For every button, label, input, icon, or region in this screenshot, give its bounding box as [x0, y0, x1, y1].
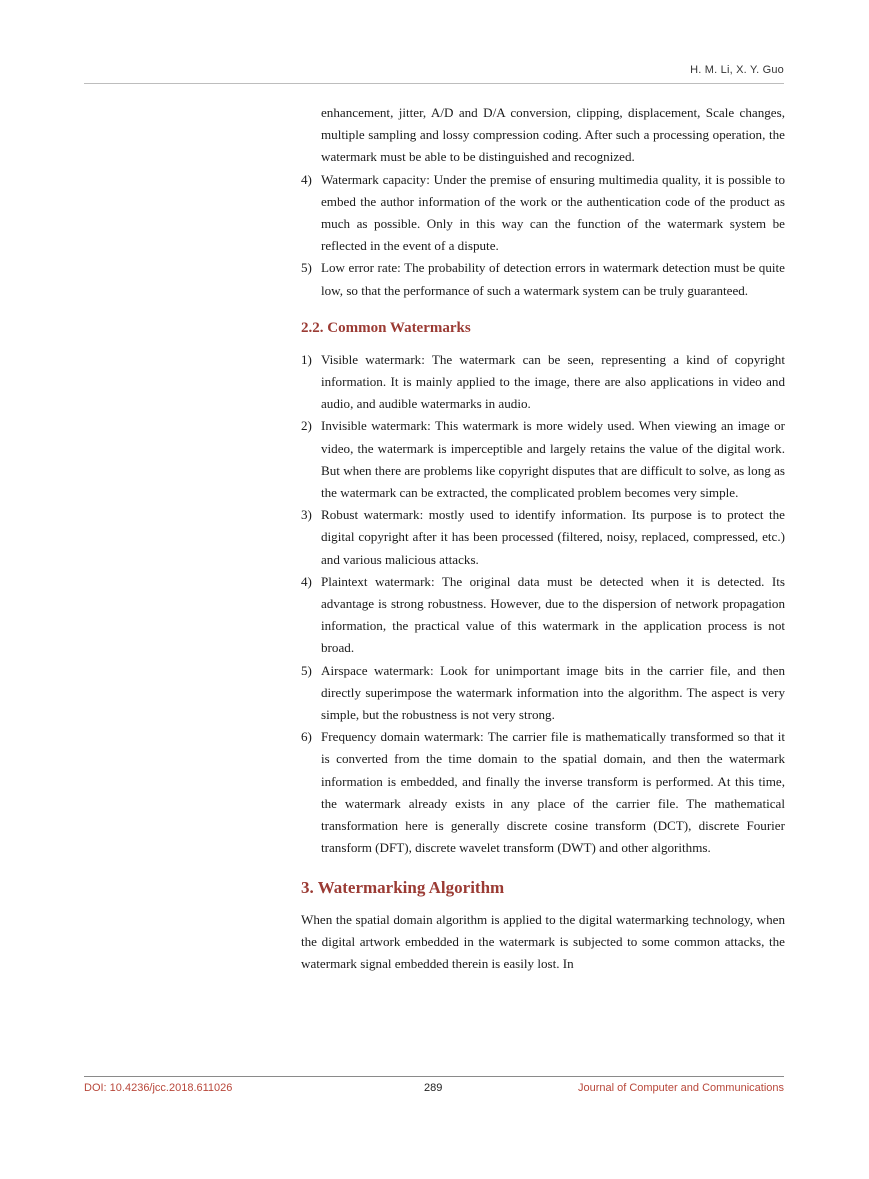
list-item-number: 5) [301, 260, 312, 276]
list-item-number: 2) [301, 418, 312, 434]
watermark-types-list [301, 349, 785, 860]
footer-doi: DOI: 10.4236/jcc.2018.611026 [84, 1082, 233, 1094]
header-divider [84, 83, 784, 84]
list-item-number: 5) [301, 662, 312, 678]
list-item-text: Watermark capacity: Under the premise of ensuring multimedia quality, it is possible to embed the author information of the work or the authentication code of the product as much as possible. Only in this way can the function of the watermark system be reflected in the event of a dispute. [321, 171, 785, 254]
list-item [301, 571, 785, 660]
section-heading-common-watermarks: 2.2. Common Watermarks [301, 319, 471, 336]
list-item-number: 1) [301, 351, 312, 367]
list-item-number: 4) [301, 171, 312, 187]
continued-list-item-text: enhancement, jitter, A/D and D/A conversion, clipping, displacement, Scale changes, multiple sampling and lossy compression coding. After such a processing operation, the watermark must be able to be distinguished and recognized. [321, 105, 785, 165]
list-item [301, 504, 785, 571]
list-item-text: Invisible watermark: This watermark is more widely used. When viewing an image or video, the watermark is imperceptible and largely retains the value of the digital work. But when there are problems like copyright disputes that are difficult to solve, as long as the watermark can be extracted, the complicated problem becomes very simple. [321, 418, 785, 501]
list-item-number: 3) [301, 507, 312, 523]
page-number: 289 [424, 1082, 443, 1094]
list-item [301, 415, 785, 504]
list-item [301, 660, 785, 727]
requirements-list [301, 169, 785, 302]
page-body [301, 102, 785, 975]
footer-journal-name: Journal of Computer and Communications [577, 1082, 784, 1094]
list-item-text: Frequency domain watermark: The carrier file is mathematically transformed so that it is converted from the time domain to the spatial domain, and then the watermark information is embedded, and finally the inverse transform is performed. At this time, the watermark already exists in any place of the carrier file. The mathematical transformation here is generally discrete cosine transform (DCT), discrete Fourier transform (DFT), discrete wavelet transform (DWT) and other algorithms. [321, 729, 785, 856]
list-item [301, 257, 785, 301]
list-item-text: Plaintext watermark: The original data must be detected when it is detected. Its advantage is strong robustness. However, due to the dispersion of network propagation information, the practical value of this watermark in the application process is not broad. [321, 573, 785, 656]
list-item-text: Robust watermark: mostly used to identify information. Its purpose is to protect the digital copyright after it has been processed (filtered, noisy, replaced, compressed, etc.) and various malicious attacks. [321, 507, 785, 567]
section-paragraph: When the spatial domain algorithm is applied to the digital watermarking technology, when the digital artwork embedded in the watermark is subjected to some common attacks, the watermark signal embedded therein is easily lost. In [301, 911, 785, 971]
running-header-authors: H. M. Li, X. Y. Guo [690, 64, 784, 76]
list-item [301, 169, 785, 258]
list-item [301, 726, 785, 859]
list-item-number: 6) [301, 729, 312, 745]
section-heading-watermarking-algorithm: 3. Watermarking Algorithm [301, 877, 505, 897]
list-item-text: Airspace watermark: Look for unimportant image bits in the carrier file, and then directly superimpose the watermark information into the algorithm. The aspect is very simple, but the robustness is not very strong. [321, 662, 785, 723]
footer-divider [84, 1076, 784, 1077]
list-item-number: 4) [301, 573, 312, 589]
list-item [301, 349, 785, 416]
list-item-text: Visible watermark: The watermark can be seen, representing a kind of copyright information. It is mainly applied to the image, there are also applications in video and audio, and audible watermarks in audio. [321, 351, 785, 412]
list-item-text: Low error rate: The probability of detection errors in watermark detection must be quite low, so that the performance of such a watermark system can be truly guaranteed. [321, 260, 785, 298]
